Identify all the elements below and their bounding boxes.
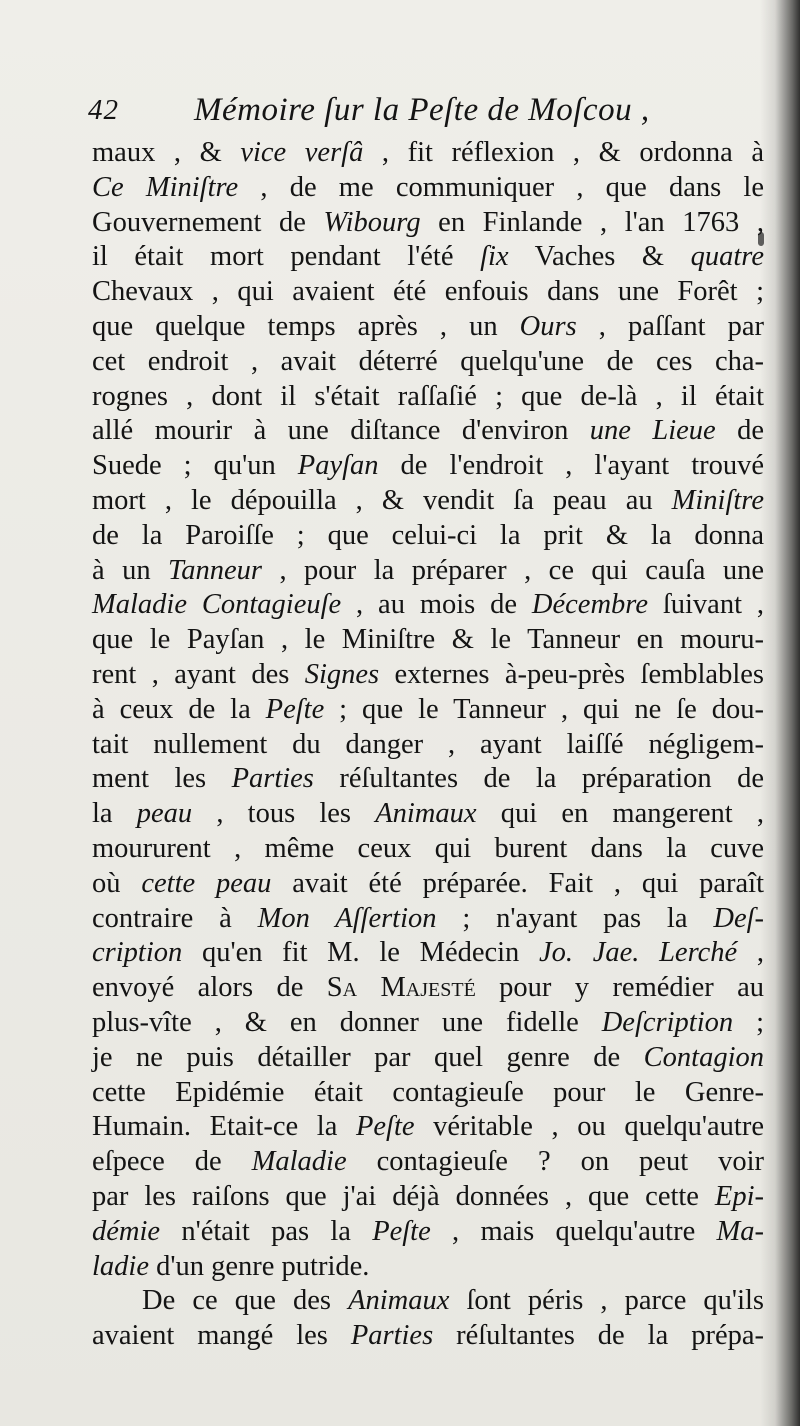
text-run: , pour la préparer , ce qui cauſa une [262, 554, 764, 586]
text-run: mort , le dépouilla , & vendit ſa peau au [92, 484, 672, 516]
text-run: ; [733, 1006, 765, 1038]
text-run: ment les [92, 763, 232, 795]
italic-run: Animaux [348, 1285, 450, 1317]
text-run: externes à-peu-près ſemblables [379, 658, 764, 690]
text-run: ſuivant , [647, 589, 765, 621]
text-line [92, 693, 764, 728]
italic-run: Deſ- [713, 902, 764, 934]
text-run: cet endroit , avait déterré quelqu'une de ces cha- [92, 345, 764, 377]
text-run: je ne puis détailler par quel genre de [92, 1041, 644, 1073]
text-line [92, 136, 764, 171]
text-run: réſultantes de la préparation de [313, 763, 764, 795]
italic-run: Ma- [716, 1215, 764, 1247]
text-line [92, 206, 764, 241]
text-run: Suede ; qu'un [92, 450, 298, 482]
text-run: pour y remédier au [475, 972, 764, 1004]
text-line [92, 1006, 764, 1041]
text-run: avaient mangé les [92, 1320, 351, 1352]
text-run: plus-vîte , & en donner une fidelle [92, 1006, 602, 1038]
italic-run: Contagion [643, 1041, 764, 1073]
text-run: , tous les [192, 798, 376, 830]
text-line [92, 1145, 764, 1180]
text-run: contraire à [92, 902, 258, 934]
text-line [92, 797, 764, 832]
text-run: d'un genre putride. [149, 1250, 370, 1282]
italic-run: Ce Miniſtre [92, 171, 239, 203]
text-run: Humain. Etait-ce la [92, 1111, 356, 1143]
italic-run: quatre [690, 241, 764, 273]
italic-run: ladie [92, 1250, 149, 1282]
text-run: , paſſant par [576, 310, 764, 342]
text-run: par les raiſons que j'ai déjà données , que cette [92, 1180, 715, 1212]
text-run: moururent , même ceux qui burent dans la cuve [92, 832, 764, 864]
italic-run: Maladie [251, 1146, 347, 1178]
paragraph [92, 1284, 764, 1354]
text-block [88, 92, 765, 1354]
text-line [92, 449, 764, 484]
text-run: contagieuſe ? on peut voir [346, 1146, 765, 1178]
italic-run: Epi- [714, 1180, 764, 1212]
italic-run: Signes [304, 658, 380, 690]
italic-run: Payſan [297, 450, 379, 482]
text-run: Chevaux , qui avaient été enfouis dans une Forêt ; [92, 276, 764, 308]
running-head [88, 92, 760, 136]
text-run: Gouvernement de [92, 206, 324, 238]
italic-run: Peſte [372, 1215, 431, 1247]
text-line [92, 623, 764, 658]
text-run: De ce que des [142, 1285, 349, 1317]
italic-run: Jo. Jae. Lerché [539, 937, 738, 969]
text-line [92, 1041, 764, 1076]
text-line [92, 1250, 764, 1285]
text-run: de l'endroit , l'ayant trouvé [378, 450, 765, 482]
text-run: rognes , dont il s'était raſſaſié ; que de-là , il était [92, 380, 764, 412]
text-line [92, 275, 764, 310]
italic-run: Peſte [355, 1111, 415, 1143]
text-line [92, 554, 764, 589]
text-line [92, 902, 764, 937]
italic-run: Maladie Contagieuſe [92, 589, 342, 621]
text-line [92, 832, 764, 867]
text-line [92, 240, 764, 275]
text-line [92, 1076, 764, 1111]
text-run: de [715, 415, 765, 447]
italic-run: Ours [519, 310, 577, 342]
text-run: de la Paroiſſe ; que celui-ci la prit & la donna [92, 519, 764, 551]
text-run: , fit réflexion , & ordonna à [363, 137, 764, 168]
text-run: avait été préparée. Fait , qui paraît [271, 867, 764, 899]
text-run: qu'en fit M. le Médecin [182, 937, 539, 969]
text-line [92, 1180, 764, 1215]
running-title: Mémoire ſur la Peſte de Moſcou , [194, 92, 650, 128]
text-run: véritable , ou quelqu'autre [414, 1111, 764, 1143]
italic-run: Miniſtre [671, 484, 764, 516]
text-run: où [92, 867, 142, 899]
italic-run: peau [136, 798, 193, 830]
text-line [92, 936, 764, 971]
text-run: en Finlande , l'an 1763 , [420, 206, 764, 238]
italic-run: Peſte [265, 693, 325, 725]
text-run: Vaches & [508, 241, 691, 273]
text-run: maux , & [92, 137, 241, 168]
italic-run: Wibourg [323, 206, 421, 238]
text-line [92, 867, 764, 902]
text-line [92, 728, 764, 763]
text-line [92, 1110, 764, 1145]
body-text [92, 136, 764, 1354]
text-run: rent , ayant des [92, 658, 305, 690]
text-line [92, 971, 764, 1006]
text-run: , mais quelqu'autre [430, 1215, 717, 1247]
text-run: n'était pas la [160, 1215, 373, 1247]
page-number: 42 [88, 94, 119, 126]
text-line [92, 588, 764, 623]
text-run: à un [92, 554, 169, 586]
text-run: envoyé alors de [92, 972, 327, 1004]
text-line [92, 658, 764, 693]
text-line [92, 380, 764, 415]
text-run: la [92, 798, 137, 830]
text-run: , [737, 937, 764, 969]
italic-run: une Lieue [589, 415, 716, 447]
italic-run: Parties [350, 1320, 434, 1352]
text-line [92, 171, 764, 206]
text-line [92, 414, 764, 449]
text-run: , de me communiquer , que dans le [238, 171, 764, 203]
italic-run: vice verſâ [240, 137, 364, 168]
text-line [92, 1319, 764, 1354]
text-run: eſpece de [92, 1146, 252, 1178]
italic-run: démie [92, 1215, 161, 1247]
italic-run: Animaux [375, 798, 477, 830]
text-run: , au mois de [341, 589, 532, 621]
text-line [92, 484, 764, 519]
text-line [92, 345, 764, 380]
text-line [92, 519, 764, 554]
text-run: ſont péris , parce qu'ils [449, 1285, 764, 1317]
text-run: allé mourir à une diſtance d'environ [92, 415, 590, 447]
text-run: cette Epidémie était contagieuſe pour le Genre- [92, 1076, 764, 1108]
text-line [92, 1215, 764, 1250]
text-run: que le Payſan , le Miniſtre & le Tanneur en mouru- [92, 624, 764, 656]
italic-run: cette peau [141, 867, 272, 899]
text-run: réſultantes de la prépa- [433, 1320, 764, 1352]
text-line [92, 762, 764, 797]
italic-run: cription [92, 937, 183, 969]
paragraph [92, 136, 764, 1284]
italic-run: ſix [480, 241, 509, 273]
text-run: ; que le Tanneur , qui ne ſe dou- [324, 693, 764, 725]
text-line [92, 310, 764, 345]
text-run: il était mort pendant l'été [92, 241, 481, 273]
small-caps-run: Sa Majesté [326, 972, 476, 1004]
text-run: que quelque temps après , un [92, 310, 520, 342]
italic-run: Deſcription [601, 1006, 734, 1038]
italic-run: Décembre [531, 589, 648, 621]
text-run: à ceux de la [92, 693, 266, 725]
text-line [92, 1284, 764, 1319]
text-run: qui en mangerent , [476, 798, 764, 830]
text-run: ; n'ayant pas la [436, 902, 714, 934]
italic-run: Mon Aſſertion [257, 902, 437, 934]
text-run: tait nullement du danger , ayant laiſſé négligem- [92, 728, 764, 760]
italic-run: Tanneur [168, 554, 263, 586]
italic-run: Parties [231, 763, 314, 795]
